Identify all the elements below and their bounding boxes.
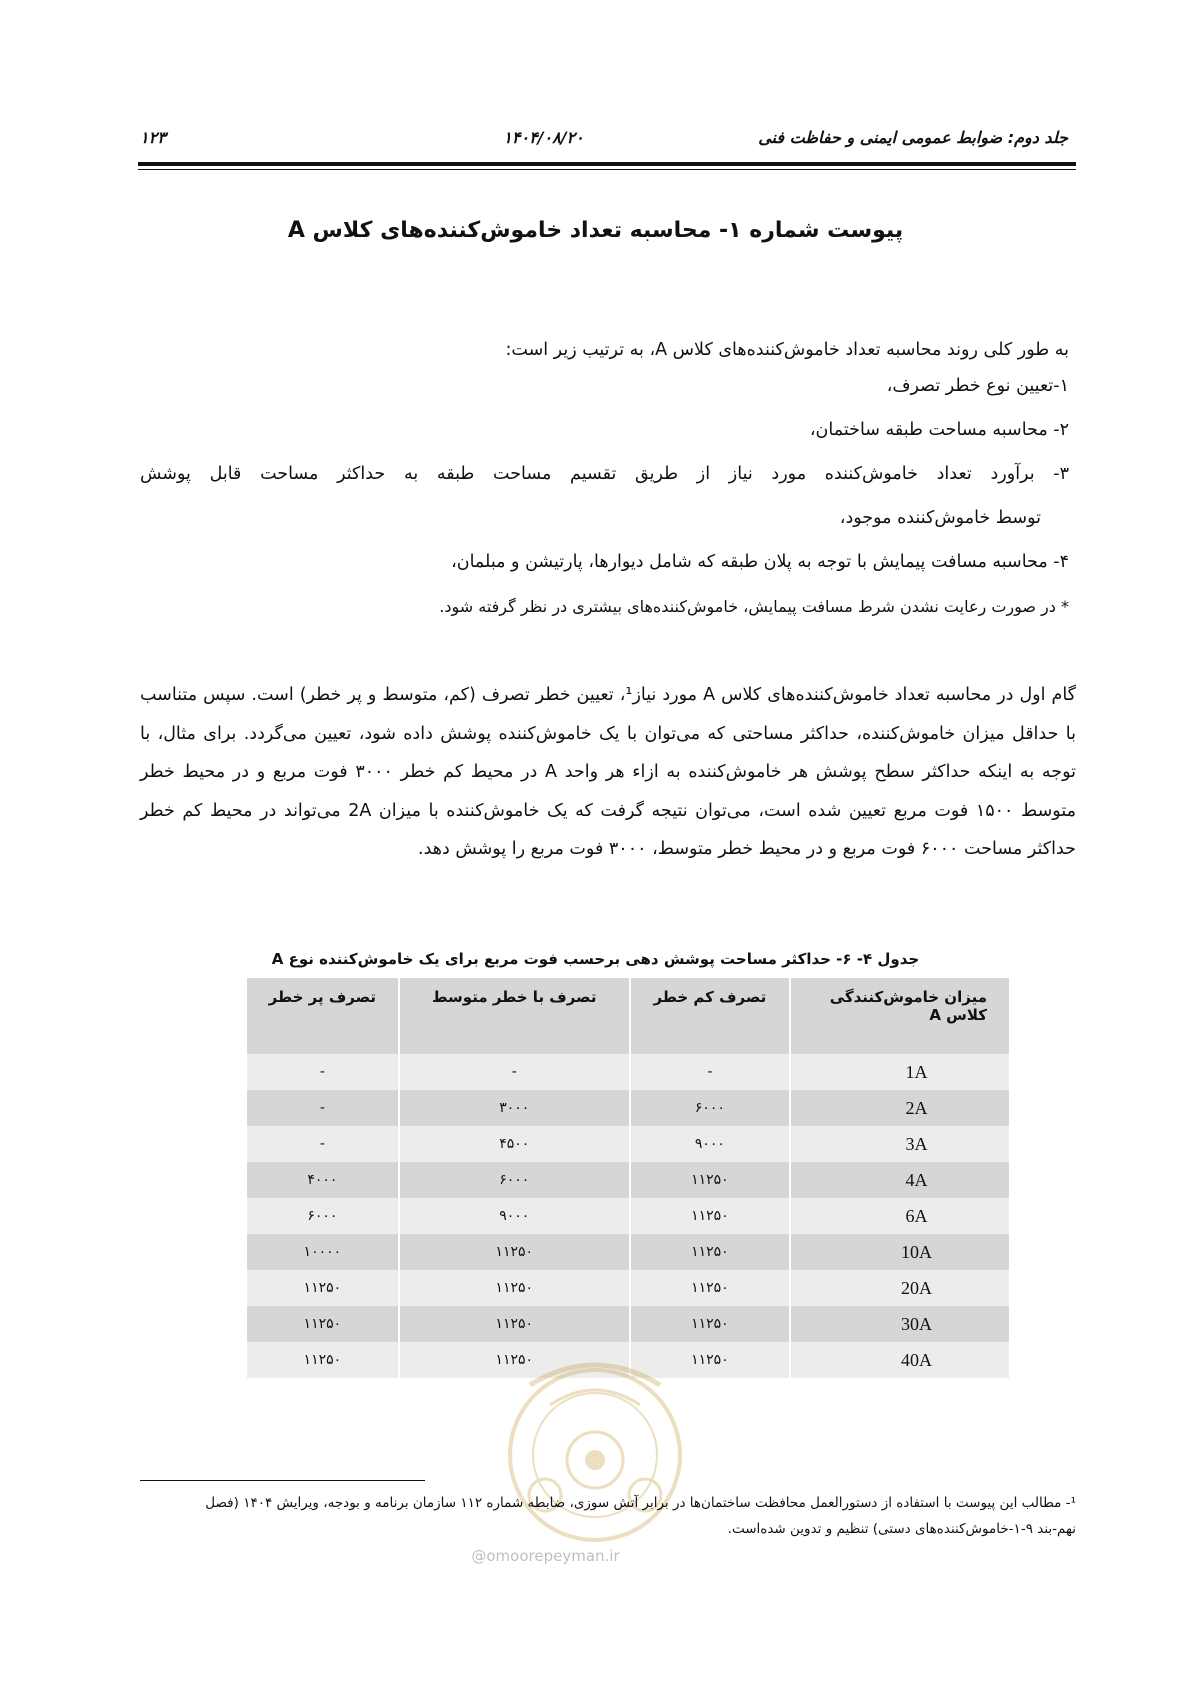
table-cell: 2A <box>790 1090 1009 1126</box>
intro-line: به طور کلی روند محاسبه تعداد خاموش‌کننده‌های کلاس A، به ترتیب زیر است: <box>505 340 1069 360</box>
table-cell: ۱۱۲۵۰ <box>630 1270 790 1306</box>
table-cell: ۹۰۰۰ <box>630 1126 790 1162</box>
table-row <box>246 1054 1009 1090</box>
page-number: ۱۲۳ <box>140 128 166 147</box>
table-cell: ۱۱۲۵۰ <box>246 1342 399 1378</box>
table-row <box>246 1126 1009 1162</box>
table-header-cell: تصرف پر خطر <box>246 978 399 1054</box>
step-3: ۳- برآورد تعداد خاموش‌کننده مورد نیاز از طریق تقسیم مساحت طبقه به حداکثر مساحت قابل پوشش <box>140 464 1069 484</box>
table-cell: - <box>246 1090 399 1126</box>
table-cell: ۱۰۰۰۰ <box>246 1234 399 1270</box>
table-cell: ۴۵۰۰ <box>399 1126 630 1162</box>
body-paragraph: گام اول در محاسبه تعداد خاموش‌کننده‌های کلاس A مورد نیاز¹، تعیین خطر تصرف (کم، متوسط و پر خطر) است. سپس متناسب با حداقل میزان خاموش‌کننده، حداکثر مساحتی که می‌توان با یک خاموش‌کننده پوشش داده شود، تعیین می‌گردد. برای مثال، با توجه به اینکه حداکثر سطح پوشش هر خاموش‌کننده به ازاء هر واحد A در محیط کم خطر ۳۰۰۰ فوت مربع و در محیط خطر متوسط ۱۵۰۰ فوت مربع تعیین شده است، می‌توان نتیجه گرفت که یک خاموش‌کننده با میزان 2A می‌تواند در محیط کم خطر حداکثر مساحت ۶۰۰۰ فوت مربع و در محیط خطر متوسط، ۳۰۰۰ فوت مربع را پوشش دهد. <box>140 685 1077 859</box>
footnote-line-2: نهم-بند ۹-۱-خاموش‌کننده‌های دستی) تنظیم و تدوین شده‌است. <box>727 1521 1076 1537</box>
table-row <box>246 1090 1009 1126</box>
table-cell: 3A <box>790 1126 1009 1162</box>
running-header-date: ۱۴۰۴/۰۸/۲۰ <box>503 128 584 147</box>
table-cell: ۱۱۲۵۰ <box>630 1198 790 1234</box>
table-cell: - <box>246 1126 399 1162</box>
table-cell: ۱۱۲۵۰ <box>630 1342 790 1378</box>
header-rule-thin <box>138 169 1076 170</box>
table-cell: ۱۱۲۵۰ <box>630 1162 790 1198</box>
table-cell: ۹۰۰۰ <box>399 1198 630 1234</box>
running-header-title: جلد دوم: ضوابط عمومی ایمنی و حفاظت فنی <box>758 128 1068 147</box>
table-cell: ۱۱۲۵۰ <box>399 1342 630 1378</box>
table-cell: ۱۱۲۵۰ <box>246 1306 399 1342</box>
coverage-table <box>245 978 1009 1378</box>
table-cell: 6A <box>790 1198 1009 1234</box>
table-header-cell: میزان خاموش‌کنندگی کلاس A <box>790 978 1009 1054</box>
table-cell: ۱۱۲۵۰ <box>630 1234 790 1270</box>
note-line: * در صورت رعایت نشدن شرط مسافت پیمایش، خاموش‌کننده‌های بیشتری در نظر گرفته شود. <box>439 597 1069 616</box>
table-header-cell: تصرف با خطر متوسط <box>399 978 630 1054</box>
table-cell: ۱۱۲۵۰ <box>399 1306 630 1342</box>
table-caption: جدول ۴- ۶- حداکثر مساحت پوشش دهی برحسب فوت مربع برای یک خاموش‌کننده نوع A <box>271 950 920 968</box>
table-cell: ۶۰۰۰ <box>630 1090 790 1126</box>
table-cell: 1A <box>790 1054 1009 1090</box>
watermark-text: @omoorepeyman.ir <box>471 1547 620 1565</box>
table-cell: ۶۰۰۰ <box>399 1162 630 1198</box>
table-cell: ۶۰۰۰ <box>246 1198 399 1234</box>
table-row <box>246 1306 1009 1342</box>
footnote-rule <box>140 1480 425 1481</box>
table-cell: - <box>246 1054 399 1090</box>
table-cell: ۳۰۰۰ <box>399 1090 630 1126</box>
table-cell: ۱۱۲۵۰ <box>399 1234 630 1270</box>
table-row <box>246 1162 1009 1198</box>
table-cell: - <box>630 1054 790 1090</box>
table-cell: 10A <box>790 1234 1009 1270</box>
table-cell: ۱۱۲۵۰ <box>630 1306 790 1342</box>
footnote-line-1: ¹- مطالب این پیوست با استفاده از دستورالعمل محافظت ساختمان‌ها در برابر آتش سوزی، ضابطه شماره ۱۱۲ سازمان برنامه و بودجه، ویرایش ۱۴۰۴ (فصل <box>205 1495 1076 1511</box>
table-cell: ۱۱۲۵۰ <box>246 1270 399 1306</box>
step-4: ۴- محاسبه مسافت پیمایش با توجه به پلان طبقه که شامل دیوارها، پارتیشن و مبلمان، <box>451 552 1069 572</box>
table-cell: - <box>399 1054 630 1090</box>
step-3-continued: توسط خاموش‌کننده موجود، <box>839 508 1041 528</box>
table-cell: 30A <box>790 1306 1009 1342</box>
step-2: ۲- محاسبه مساحت طبقه ساختمان، <box>809 420 1069 440</box>
table-header-row <box>246 978 1009 1054</box>
table-cell: 20A <box>790 1270 1009 1306</box>
table-cell: 40A <box>790 1342 1009 1378</box>
table-cell: 4A <box>790 1162 1009 1198</box>
table-row <box>246 1270 1009 1306</box>
table-row <box>246 1198 1009 1234</box>
step-1: ۱-تعیین نوع خطر تصرف، <box>886 376 1069 396</box>
page-title: پیوست شماره ۱- محاسبه تعداد خاموش‌کننده‌های کلاس A <box>287 218 904 243</box>
table-cell: ۴۰۰۰ <box>246 1162 399 1198</box>
table-row <box>246 1234 1009 1270</box>
header-rule-thick <box>138 162 1076 166</box>
table-header-cell: تصرف کم خطر <box>630 978 790 1054</box>
table-cell: ۱۱۲۵۰ <box>399 1270 630 1306</box>
